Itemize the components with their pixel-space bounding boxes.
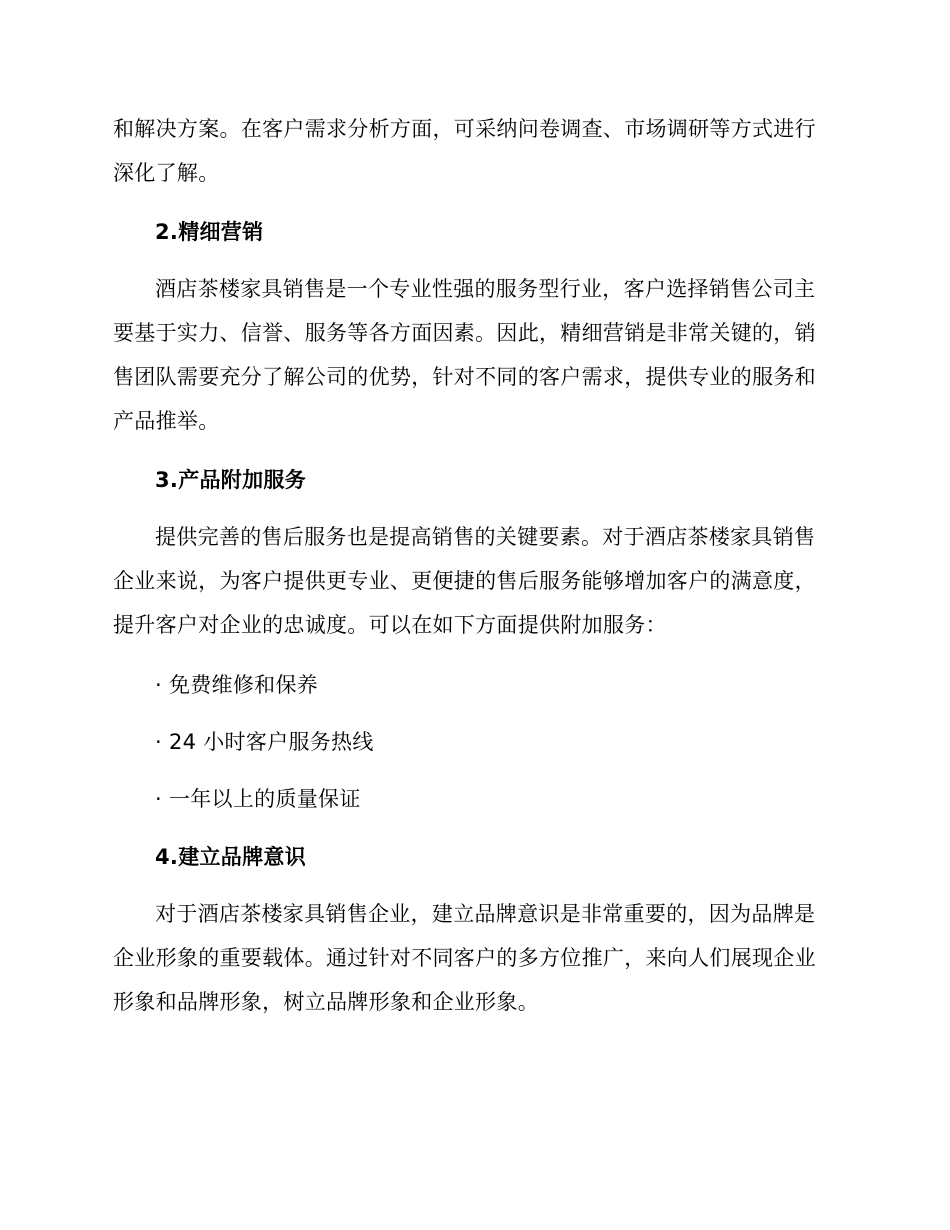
bullet-item: · 一年以上的质量保证 xyxy=(155,787,361,811)
bullet-item: · 24 小时客户服务热线 xyxy=(155,730,374,754)
section4-paragraph-line: 企业形象的重要载体。通过针对不同客户的多方位推广，来向人们展现企业 xyxy=(113,946,816,970)
section2-paragraph-line: 售团队需要充分了解公司的优势，针对不同的客户需求，提供专业的服务和 xyxy=(113,365,816,389)
section-heading: 2.精细营销 xyxy=(155,220,264,244)
section2-paragraph-line: 要基于实力、信誉、服务等各方面因素。因此，精细营销是非常关键的，销 xyxy=(113,321,816,345)
bullet-item: · 免费维修和保养 xyxy=(155,673,319,697)
section-heading: 4.建立品牌意识 xyxy=(155,845,306,869)
section3-paragraph-line: 企业来说，为客户提供更专业、更便捷的售后服务能够增加客户的满意度， xyxy=(113,569,816,593)
section2-paragraph-line: 酒店茶楼家具销售是一个专业性强的服务型行业，客户选择销售公司主 xyxy=(155,277,816,301)
section4-paragraph-line: 对于酒店茶楼家具销售企业，建立品牌意识是非常重要的，因为品牌是 xyxy=(155,902,816,926)
section2-paragraph-line: 产品推举。 xyxy=(113,409,220,433)
intro-paragraph-line: 和解决方案。在客户需求分析方面，可采纳问卷调查、市场调研等方式进行 xyxy=(113,117,816,141)
section3-paragraph-line: 提供完善的售后服务也是提高销售的关键要素。对于酒店茶楼家具销售 xyxy=(155,525,816,549)
intro-paragraph-line: 深化了解。 xyxy=(113,161,220,185)
section-heading: 3.产品附加服务 xyxy=(155,468,306,492)
section4-paragraph-line: 形象和品牌形象，树立品牌形象和企业形象。 xyxy=(113,990,539,1014)
section3-paragraph-line: 提升客户对企业的忠诚度。可以在如下方面提供附加服务： xyxy=(113,613,667,637)
